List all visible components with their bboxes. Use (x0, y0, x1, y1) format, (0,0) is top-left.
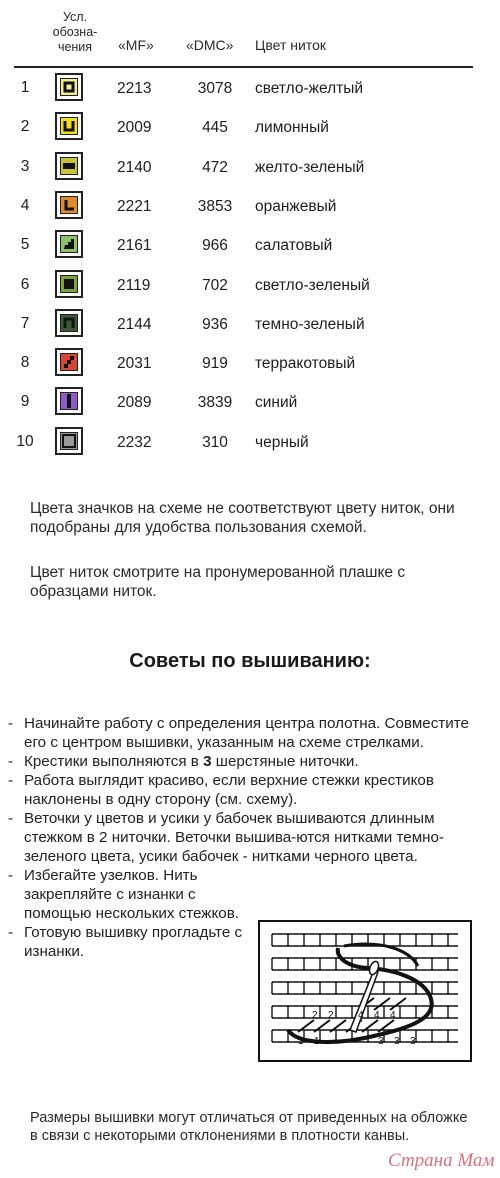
thread-color-name: светло-желтый (255, 80, 364, 97)
symbol-icon (62, 119, 76, 133)
symbol-swatch (55, 152, 83, 180)
symbol-icon (62, 277, 76, 291)
symbol-icon (62, 237, 76, 251)
tip-dash: - (8, 715, 14, 732)
dmc-code: 702 (202, 276, 228, 294)
diagram-label: 4 (374, 1010, 380, 1021)
tip-text: Крестики выполняются в (24, 753, 204, 770)
mf-code: 2031 (117, 355, 152, 373)
table-row (0, 187, 500, 226)
symbol-swatch (55, 270, 83, 298)
mf-code: 2221 (117, 197, 152, 215)
header-mf: «MF» (118, 37, 154, 53)
symbol-icon (62, 159, 76, 173)
header-divider (14, 66, 473, 68)
mf-code: 2089 (117, 394, 152, 412)
thread-color-name: синий (255, 394, 298, 412)
diagram-label: 3 (394, 1036, 400, 1047)
header-symbol: Усл. обозна- чения (52, 10, 98, 54)
mf-code: 2213 (117, 80, 152, 97)
tip-dash: - (8, 772, 14, 789)
diagram-label: 1 (298, 1036, 304, 1047)
row-number: 9 (20, 393, 30, 411)
tip-item (8, 771, 478, 809)
diagram-label: 3 (378, 1036, 384, 1047)
symbol-swatch (55, 230, 83, 258)
dmc-code: 919 (202, 355, 228, 373)
symbol-swatch (55, 191, 83, 219)
tip-text: Веточки у цветов и усики у бабочек вышиваются длинным стежком в 2 ниточки. Веточки вышива-ются нитками темно-зеленого цвета, усики бабочек - нитками черного цвета. (24, 810, 445, 865)
tips-title: Советы по вышиванию: (129, 650, 371, 672)
symbol-icon (62, 434, 76, 448)
symbol-swatch (55, 309, 83, 337)
mf-code: 2140 (117, 158, 152, 176)
tip-text: Начинайте работу с определения центра полотна. Совместите его с центром вышивки, указанным на схеме стрелками. (24, 715, 469, 751)
tip-text: шерстяные ниточки. (211, 753, 359, 770)
thread-color-name: темно-зеленый (255, 315, 365, 333)
row-number: 8 (20, 354, 30, 372)
row-number: 4 (20, 196, 30, 214)
table-row (0, 148, 500, 187)
header-color: Цвет ниток (255, 37, 326, 53)
mf-code: 2119 (117, 276, 151, 294)
mf-code: 2009 (117, 119, 152, 137)
symbol-swatch (55, 427, 83, 455)
diagram-label: 4 (358, 1010, 364, 1021)
diagram-label: 4 (390, 1010, 396, 1021)
thread-color-name: светло-зеленый (255, 276, 370, 294)
tip-item (8, 866, 254, 923)
table-row (0, 383, 500, 422)
header-dmc: «DMC» (186, 37, 234, 53)
footer-note: Размеры вышивки могут отличаться от приведенных на обложке в связи с некоторыми отклонениями в плотности канвы. (30, 1110, 468, 1144)
row-number: 3 (20, 157, 30, 175)
symbol-swatch (55, 112, 83, 140)
diagram-label: 1 (314, 1036, 320, 1047)
tip-text: Работа выглядит красиво, если верхние стежки крестиков наклонены в одну сторону (см. схему). (24, 772, 434, 808)
tip-dash: - (8, 753, 14, 770)
row-number: 6 (20, 275, 30, 293)
row-number: 7 (20, 314, 30, 332)
symbol-icon (62, 355, 76, 369)
tip-item (8, 714, 478, 752)
symbol-swatch (55, 348, 83, 376)
diagram-label: 2 (328, 1010, 334, 1021)
table-row (0, 423, 500, 462)
symbol-icon (62, 80, 76, 94)
symbol-swatch (55, 387, 83, 415)
dmc-code: 3839 (197, 394, 233, 412)
tip-item (8, 923, 254, 961)
thread-color-name: черный (255, 433, 309, 451)
symbol-icon (62, 198, 76, 212)
dmc-code: 3078 (197, 80, 233, 97)
mf-code: 2161 (117, 237, 152, 255)
tip-item (8, 809, 478, 866)
tip-dash: - (8, 810, 14, 827)
dmc-code: 472 (202, 158, 228, 176)
row-number: 1 (20, 79, 30, 96)
mf-code: 2144 (117, 315, 152, 333)
table-row (0, 266, 500, 305)
dmc-code: 3853 (197, 197, 233, 215)
thread-color-name: оранжевый (255, 197, 337, 215)
table-row (0, 108, 500, 147)
tip-item (8, 752, 478, 771)
row-number: 10 (16, 432, 34, 450)
row-number: 5 (20, 236, 30, 254)
row-number: 2 (20, 118, 30, 136)
thread-color-name: терракотовый (255, 355, 356, 373)
dmc-code: 310 (202, 433, 228, 451)
diagram-label: 3 (410, 1036, 416, 1047)
thread-color-name: лимонный (255, 119, 329, 137)
table-row (0, 69, 500, 108)
mf-code: 2232 (117, 433, 152, 451)
tip-bold-number: 3 (203, 753, 212, 770)
cross-stitch-diagram (258, 920, 472, 1062)
dmc-code: 936 (202, 315, 228, 333)
thread-color-name: салатовый (255, 237, 333, 255)
table-row (0, 305, 500, 344)
tip-text: Готовую вышивку прогладьте с изнанки. (24, 924, 243, 960)
thread-color-name: желто-зеленый (255, 158, 365, 176)
symbol-swatch (55, 73, 83, 101)
tip-dash: - (8, 924, 14, 941)
note-line-1: Цвета значков на схеме не соответствуют цвету ниток, они подобраны для удобства пользования схемой. (30, 500, 455, 536)
dmc-code: 445 (202, 119, 228, 137)
table-row (0, 344, 500, 383)
note-line-2: Цвет ниток смотрите на пронумерованной плашке с образцами ниток. (30, 564, 406, 600)
dmc-code: 966 (202, 237, 228, 255)
symbol-icon (62, 394, 76, 408)
tip-dash: - (8, 867, 14, 884)
diagram-label: 2 (312, 1010, 318, 1021)
symbol-icon (62, 316, 76, 330)
table-row (0, 226, 500, 265)
watermark-logo: Страна Мам (388, 1150, 495, 1171)
tip-text: Избегайте узелков. Нить закрепляйте с изнанки с помощью нескольких стежков. (24, 867, 240, 922)
